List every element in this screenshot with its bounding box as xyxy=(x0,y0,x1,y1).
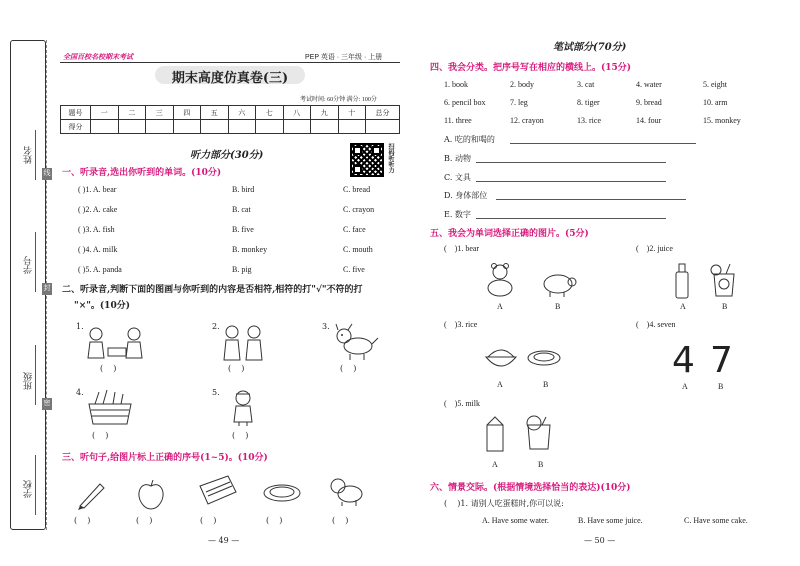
writing-part-title: 笔试部分(70分) xyxy=(553,42,627,53)
kids-playing-image xyxy=(82,322,152,362)
dog-image xyxy=(330,322,380,362)
number-underline xyxy=(35,232,36,292)
pig-option-image xyxy=(538,270,578,298)
category-food: A. 吃的和喝的 xyxy=(444,135,495,144)
s2-num-5: 5. xyxy=(212,388,220,397)
s2-answer-1[interactable]: ( ) xyxy=(100,364,117,373)
s1-row-3-b[interactable]: B. five xyxy=(232,225,254,234)
apple-image xyxy=(136,478,166,510)
s5-5-a-label[interactable]: A xyxy=(492,460,498,469)
s2-answer-4[interactable]: ( ) xyxy=(92,431,109,440)
s5-3-b-label[interactable]: B xyxy=(543,380,549,389)
category-number-line[interactable] xyxy=(476,218,666,219)
s5-2-a-label[interactable]: A xyxy=(680,302,686,311)
s5-3-a-label[interactable]: A xyxy=(497,380,503,389)
s6-option-a[interactable]: A. Have some water. xyxy=(482,516,549,525)
number-seven-option: 7 xyxy=(710,340,733,381)
seal-badge-seal: 封 xyxy=(42,283,52,295)
number-four-option: 4 xyxy=(672,340,695,381)
section-4-title: 四、我会分类。把序号写在相应的横线上。(15分) xyxy=(430,63,632,73)
time-info: 考试时间: 60分钟 满分: 100分 xyxy=(300,97,377,103)
s2-answer-2[interactable]: ( ) xyxy=(228,364,245,373)
s5-5-b-label[interactable]: B xyxy=(538,460,544,469)
category-stationery: C. 文具 xyxy=(444,173,471,182)
juice-bottle-option-image xyxy=(672,262,692,300)
s5-1-b-label[interactable]: B xyxy=(555,302,561,311)
s5-item-4[interactable]: ( )4. seven xyxy=(636,320,676,329)
s2-num-1: 1. xyxy=(76,322,84,331)
word-1: 1. book xyxy=(444,80,468,89)
series-label: 全国百校名校期末考试 xyxy=(63,52,133,61)
category-stationery-line[interactable] xyxy=(476,181,666,182)
qr-code[interactable] xyxy=(350,143,384,177)
lemon-drink-option-image xyxy=(522,415,556,451)
section-2-title-cont: "×"。(10分) xyxy=(74,301,130,311)
s5-2-b-label[interactable]: B xyxy=(722,302,728,311)
s5-item-2[interactable]: ( )2. juice xyxy=(636,244,673,253)
word-15: 15. monkey xyxy=(703,116,741,125)
seal-badge-line: 线 xyxy=(42,168,52,180)
name-underline xyxy=(35,130,36,180)
page-title: 期末高度仿真卷(三) xyxy=(171,71,289,86)
label-class: 班级 xyxy=(24,372,34,390)
s6-option-c[interactable]: C. Have some cake. xyxy=(684,516,748,525)
section-5-title: 五、我会为单词选择正确的图片。(5分) xyxy=(430,229,589,239)
class-underline xyxy=(35,345,36,405)
word-11: 11. three xyxy=(444,116,472,125)
dog-image-2 xyxy=(328,474,368,508)
s5-4-a-label[interactable]: A xyxy=(682,382,688,391)
seal-badge-cut: 密 xyxy=(42,398,52,410)
label-number: 学号 xyxy=(24,256,34,274)
s3-answer-2[interactable]: ( ) xyxy=(136,516,153,525)
juice-glass-option-image xyxy=(708,262,740,298)
listening-part-title: 听力部分(30分) xyxy=(190,150,264,161)
s6-question-1[interactable]: ( )1. 请别人吃蛋糕时,你可以说: xyxy=(444,499,564,508)
category-animal: B. 动物 xyxy=(444,154,471,163)
word-8: 8. tiger xyxy=(577,98,600,107)
score-header-row: 题号 一 二 三 四 五 六 七 八 九 十 总分 xyxy=(61,106,400,120)
s1-row-1[interactable]: ( )1. A. bear xyxy=(78,185,117,194)
s5-item-3[interactable]: ( )3. rice xyxy=(444,320,478,329)
rice-plate-image xyxy=(262,482,302,504)
s3-answer-3[interactable]: ( ) xyxy=(200,516,217,525)
category-food-line[interactable] xyxy=(510,143,696,144)
word-9: 9. bread xyxy=(636,98,662,107)
category-animal-line[interactable] xyxy=(476,162,666,163)
s1-row-3-c[interactable]: C. face xyxy=(343,225,366,234)
noodle-plate-option-image xyxy=(526,348,562,368)
word-7: 7. leg xyxy=(510,98,528,107)
s5-item-5[interactable]: ( )5. milk xyxy=(444,399,480,408)
score-value-row[interactable]: 得分 xyxy=(61,120,400,134)
s3-answer-5[interactable]: ( ) xyxy=(332,516,349,525)
page-number-right: — 50 — xyxy=(584,536,616,545)
word-3: 3. cat xyxy=(577,80,595,89)
bear-option-image xyxy=(482,262,518,298)
s1-row-5-b[interactable]: B. pig xyxy=(232,265,252,274)
qr-label: 扫码听听力 xyxy=(387,143,394,173)
s5-4-b-label[interactable]: B xyxy=(718,382,724,391)
section-3-title: 三、听句子,给图片标上正确的序号(1~5)。(10分) xyxy=(62,453,268,463)
rice-bowl-option-image xyxy=(484,345,518,373)
word-5: 5. eight xyxy=(703,80,727,89)
word-4: 4. water xyxy=(636,80,662,89)
category-body-line[interactable] xyxy=(496,199,686,200)
s1-row-2[interactable]: ( )2. A. cake xyxy=(78,205,118,214)
s5-item-1[interactable]: ( )1. bear xyxy=(444,244,480,253)
binding-margin xyxy=(10,40,46,530)
s2-answer-5[interactable]: ( ) xyxy=(232,431,249,440)
bread-basket-image xyxy=(85,388,135,426)
milk-carton-option-image xyxy=(484,415,506,453)
s1-row-1-b[interactable]: B. bird xyxy=(232,185,255,194)
s5-1-a-label[interactable]: A xyxy=(497,302,503,311)
page-number-left: — 49 — xyxy=(208,536,240,545)
s2-num-3: 3. xyxy=(322,322,330,331)
section-1-title: 一、听录音,选出你听到的单词。(10分) xyxy=(62,168,222,178)
s1-row-5-c[interactable]: C. five xyxy=(343,265,365,274)
s2-num-2: 2. xyxy=(212,322,220,331)
word-13: 13. rice xyxy=(577,116,601,125)
word-10: 10. arm xyxy=(703,98,728,107)
pen-image xyxy=(76,478,108,510)
school-underline xyxy=(35,455,36,515)
word-2: 2. body xyxy=(510,80,534,89)
girl-image xyxy=(228,388,258,426)
s6-option-b[interactable]: B. Have some juice. xyxy=(578,516,643,525)
word-6: 6. pencil box xyxy=(444,98,486,107)
s1-row-4[interactable]: ( )4. A. milk xyxy=(78,245,118,254)
book-label: PEP 英语 · 三年级 · 上册 xyxy=(305,54,383,61)
category-number: E. 数字 xyxy=(444,210,471,219)
label-name: 姓名 xyxy=(24,146,34,164)
two-boys-image xyxy=(218,322,268,362)
s1-row-4-b[interactable]: B. monkey xyxy=(232,245,268,254)
s2-answer-3[interactable]: ( ) xyxy=(340,364,357,373)
category-body: D. 身体部位 xyxy=(444,191,488,200)
s3-answer-4[interactable]: ( ) xyxy=(266,516,283,525)
word-12: 12. crayon xyxy=(510,116,544,125)
header-rule xyxy=(60,62,400,63)
section-6-title: 六、情景交际。(根据情境选择恰当的表达)(10分) xyxy=(430,483,631,493)
score-table xyxy=(60,105,400,134)
s3-answer-1[interactable]: ( ) xyxy=(74,516,91,525)
s1-row-5[interactable]: ( )5. A. panda xyxy=(78,265,122,274)
s1-row-3[interactable]: ( )3. A. fish xyxy=(78,225,115,234)
s1-row-1-c[interactable]: C. bread xyxy=(343,185,371,194)
s2-num-4: 4. xyxy=(76,388,84,397)
label-school: 学校 xyxy=(24,480,34,498)
s1-row-2-b[interactable]: B. cat xyxy=(232,205,251,214)
word-14: 14. four xyxy=(636,116,662,125)
s1-row-4-c[interactable]: C. mouth xyxy=(343,245,373,254)
pencil-box-image xyxy=(196,472,238,510)
s1-row-2-c[interactable]: C. crayon xyxy=(343,205,375,214)
section-2-title: 二、听录音,判断下面的图画与你听到的内容是否相符,相符的打"√"不符的打 xyxy=(62,285,363,295)
